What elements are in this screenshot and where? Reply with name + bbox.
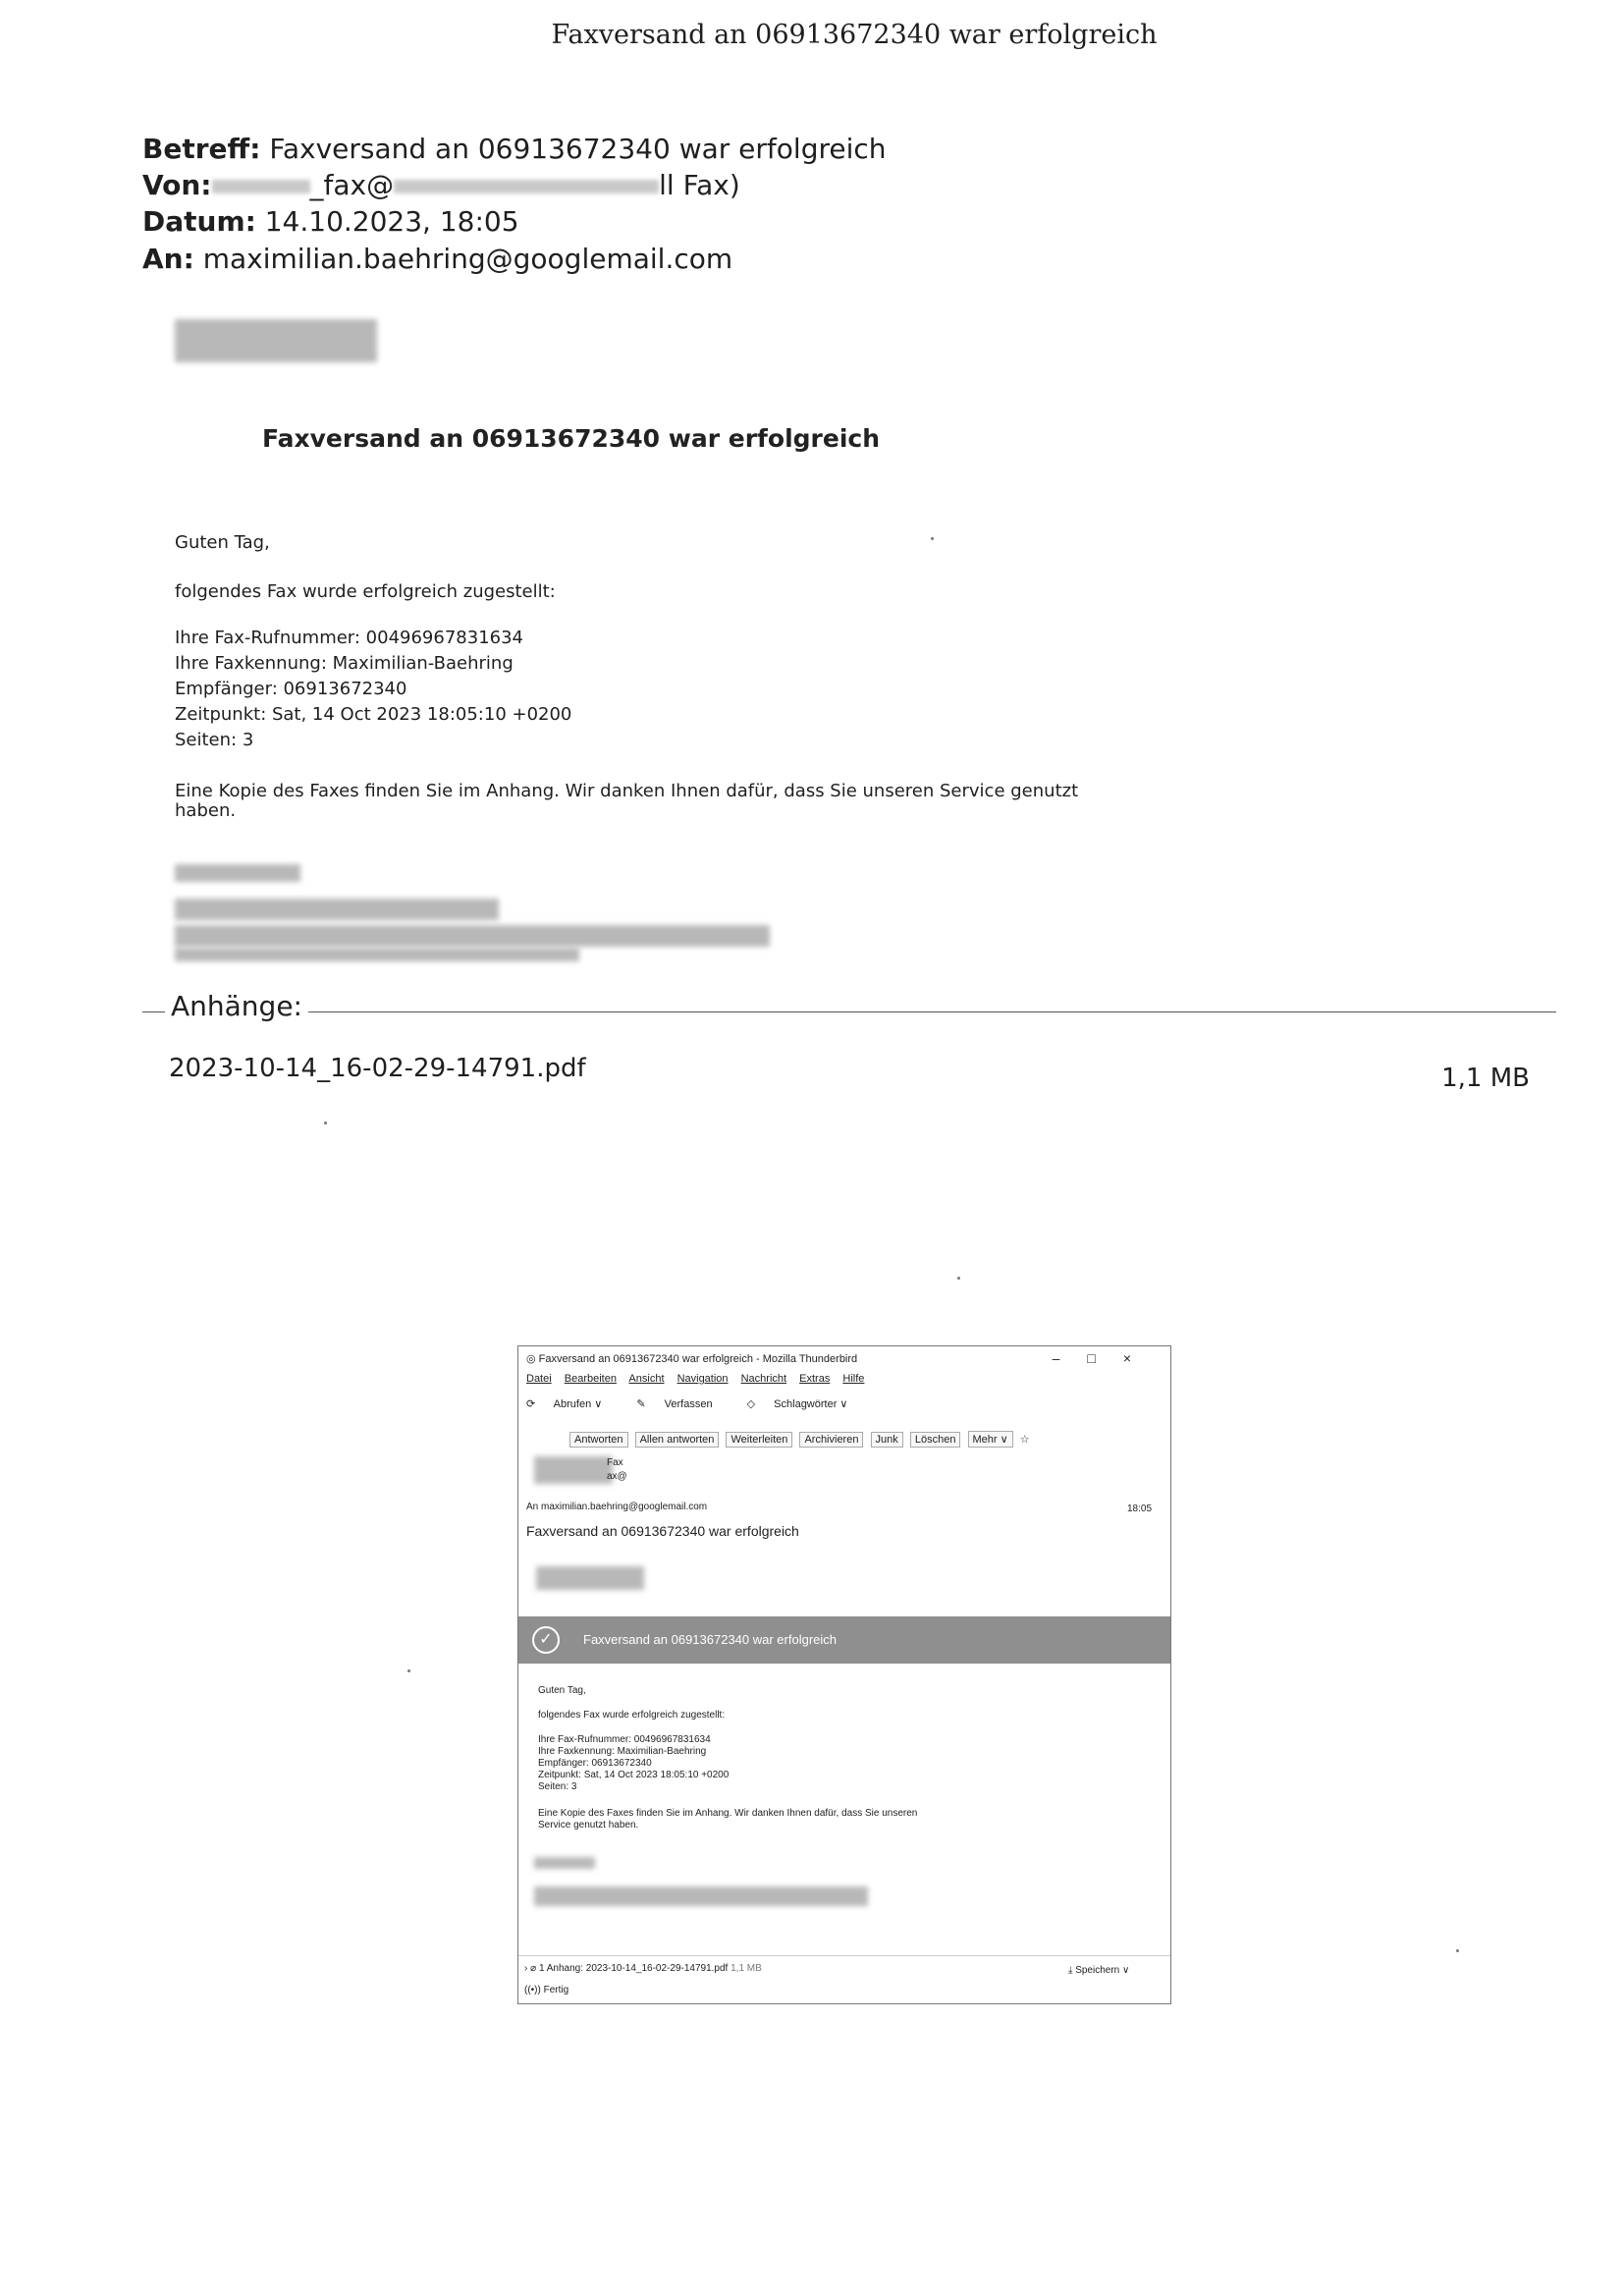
redacted-logo xyxy=(175,319,377,362)
from-value-mid: _fax@ xyxy=(309,169,395,201)
scan-speck xyxy=(931,537,934,540)
menu-hilfe[interactable]: Hilfe xyxy=(842,1373,865,1385)
redacted-logo xyxy=(536,1566,644,1590)
menu-navigation[interactable]: Navigation xyxy=(676,1373,729,1385)
attachment-size: 1,1 MB xyxy=(730,1963,762,1974)
body-detail: Zeitpunkt: Sat, 14 Oct 2023 18:05:10 +0200 xyxy=(538,1770,730,1780)
save-button[interactable] xyxy=(1068,1965,1170,1976)
write-label: Verfassen xyxy=(664,1398,713,1410)
body-detail: Seiten: 3 xyxy=(538,1781,577,1792)
get-mail-icon: ⟳ xyxy=(526,1398,536,1410)
body-detail: Ihre Faxkennung: Maximilian-Baehring xyxy=(538,1746,707,1757)
detail-fax-number: Ihre Fax-Rufnummer: 00496967831634 xyxy=(175,628,523,648)
status-bar xyxy=(524,1985,1170,1995)
to-label: An xyxy=(526,1502,539,1512)
redacted-signature xyxy=(534,1857,595,1869)
closing-line-2: haben. xyxy=(175,800,237,821)
chevron-right-icon[interactable]: › xyxy=(524,1963,528,1974)
to-value: maximilian.baehring@googlemail.com xyxy=(202,243,733,275)
body-closing: Service genutzt haben. xyxy=(538,1820,639,1831)
from-label: Von: xyxy=(142,169,212,201)
body-greeting: Guten Tag, xyxy=(538,1685,586,1696)
chevron-down-icon: ∨ xyxy=(1122,1965,1130,1976)
scan-speck xyxy=(407,1669,410,1672)
reply-button[interactable]: Antworten xyxy=(569,1432,628,1448)
sender-name: Fax xyxy=(607,1457,623,1468)
body-detail: Empfänger: 06913672340 xyxy=(538,1758,652,1769)
page-title: Faxversand an 06913672340 war erfolgreich xyxy=(551,20,1158,50)
thunderbird-icon: ◎ xyxy=(526,1353,536,1365)
intro-text: folgendes Fax wurde erfolgreich zugestellt: xyxy=(175,581,556,602)
subject-value: Faxversand an 06913672340 war erfolgreich xyxy=(269,133,887,165)
window-buttons[interactable]: –□× xyxy=(1052,1350,1159,1366)
date-line xyxy=(142,205,519,238)
menu-extras[interactable]: Extras xyxy=(799,1373,831,1385)
banner-text: Faxversand an 06913672340 war erfolgreich xyxy=(583,1632,838,1647)
redacted-signature xyxy=(175,925,770,947)
forward-button[interactable]: Weiterleiten xyxy=(726,1432,792,1448)
body-intro: folgendes Fax wurde erfolgreich zugestellt: xyxy=(538,1710,726,1721)
from-line xyxy=(142,169,740,201)
checkmark-icon: ✓ xyxy=(532,1626,560,1654)
junk-button[interactable]: Junk xyxy=(871,1432,903,1448)
redacted-block xyxy=(394,180,659,193)
detail-pages: Seiten: 3 xyxy=(175,730,254,750)
greeting: Guten Tag, xyxy=(175,532,270,553)
thunderbird-screenshot xyxy=(517,1345,1171,2004)
redacted-signature xyxy=(175,948,579,961)
to-label: An: xyxy=(142,243,194,275)
archive-button[interactable]: Archivieren xyxy=(799,1432,863,1448)
to-value: maximilian.baehring@googlemail.com xyxy=(541,1502,708,1512)
redacted-signature xyxy=(175,864,300,882)
to-line xyxy=(142,243,732,275)
success-banner xyxy=(518,1616,1170,1664)
scan-speck xyxy=(324,1121,327,1124)
redacted-block xyxy=(212,180,310,193)
detail-recipient: Empfänger: 06913672340 xyxy=(175,679,407,699)
closing-line-1: Eine Kopie des Faxes finden Sie im Anhang. Wir danken Ihnen dafür, dass Sie unseren Service genutzt xyxy=(175,781,1079,801)
star-icon[interactable]: ☆ xyxy=(1019,1434,1030,1446)
save-label: Speichern xyxy=(1075,1965,1120,1976)
delete-button[interactable]: Löschen xyxy=(910,1432,961,1448)
body-detail: Ihre Fax-Rufnummer: 00496967831634 xyxy=(538,1734,711,1745)
status-text: Fertig xyxy=(543,1985,569,1995)
scan-speck xyxy=(957,1277,960,1280)
tag-icon: ◇ xyxy=(746,1398,756,1410)
wifi-icon: ((•)) xyxy=(524,1985,541,1995)
get-mail-button[interactable] xyxy=(526,1398,618,1410)
date-label: Datum: xyxy=(142,205,256,238)
attachments-label: Anhänge: xyxy=(165,990,308,1022)
redacted-signature xyxy=(534,1886,868,1906)
menu-ansicht[interactable]: Ansicht xyxy=(628,1373,665,1385)
body-closing: Eine Kopie des Faxes finden Sie im Anhang. Wir danken Ihnen dafür, dass Sie unseren xyxy=(538,1808,918,1819)
subject-label: Betreff: xyxy=(142,133,261,165)
pencil-icon: ✎ xyxy=(636,1398,646,1410)
date-value: 14.10.2023, 18:05 xyxy=(264,205,519,238)
write-button[interactable] xyxy=(636,1398,728,1410)
main-toolbar xyxy=(526,1397,1170,1410)
message-time: 18:05 xyxy=(1127,1503,1153,1514)
attachment-file-size: 1,1 MB xyxy=(1441,1064,1530,1093)
menu-nachricht[interactable]: Nachricht xyxy=(740,1373,787,1385)
window-title-text: Faxversand an 06913672340 war erfolgreich - Mozilla Thunderbird xyxy=(538,1353,858,1365)
attachment-text: 1 Anhang: 2023-10-14_16-02-29-14791.pdf xyxy=(538,1963,729,1974)
sender-address: ax@ xyxy=(607,1471,627,1482)
tags-label: Schlagwörter ∨ xyxy=(774,1398,848,1410)
menu-bearbeiten[interactable]: Bearbeiten xyxy=(564,1373,617,1385)
more-button[interactable]: Mehr ∨ xyxy=(968,1431,1013,1448)
from-value-end: ll Fax) xyxy=(659,169,740,201)
detail-fax-id: Ihre Faxkennung: Maximilian-Baehring xyxy=(175,653,514,674)
reply-all-button[interactable]: Allen antworten xyxy=(635,1432,720,1448)
footer-divider xyxy=(518,1955,1170,1956)
paperclip-icon: ⌀ xyxy=(530,1963,537,1974)
subject-line xyxy=(142,133,887,165)
tags-button[interactable] xyxy=(747,1398,864,1410)
download-icon: ⤓ xyxy=(1068,1965,1073,1976)
attachments-divider xyxy=(142,1011,1556,1012)
scan-speck xyxy=(1456,1949,1459,1952)
recipient-line xyxy=(526,1502,1170,1512)
message-subject: Faxversand an 06913672340 war erfolgreich xyxy=(526,1523,799,1539)
menu-bar xyxy=(526,1373,1170,1385)
detail-timestamp: Zeitpunkt: Sat, 14 Oct 2023 18:05:10 +0200 xyxy=(175,704,572,725)
attachment-file-name[interactable]: 2023-10-14_16-02-29-14791.pdf xyxy=(169,1054,586,1083)
get-mail-label: Abrufen ∨ xyxy=(553,1398,603,1410)
menu-datei[interactable]: Datei xyxy=(526,1373,552,1385)
message-actions xyxy=(569,1431,1170,1448)
mail-heading: Faxversand an 06913672340 war erfolgreich xyxy=(262,424,881,453)
redacted-signature xyxy=(175,899,499,920)
redacted-sender-avatar xyxy=(534,1456,613,1484)
